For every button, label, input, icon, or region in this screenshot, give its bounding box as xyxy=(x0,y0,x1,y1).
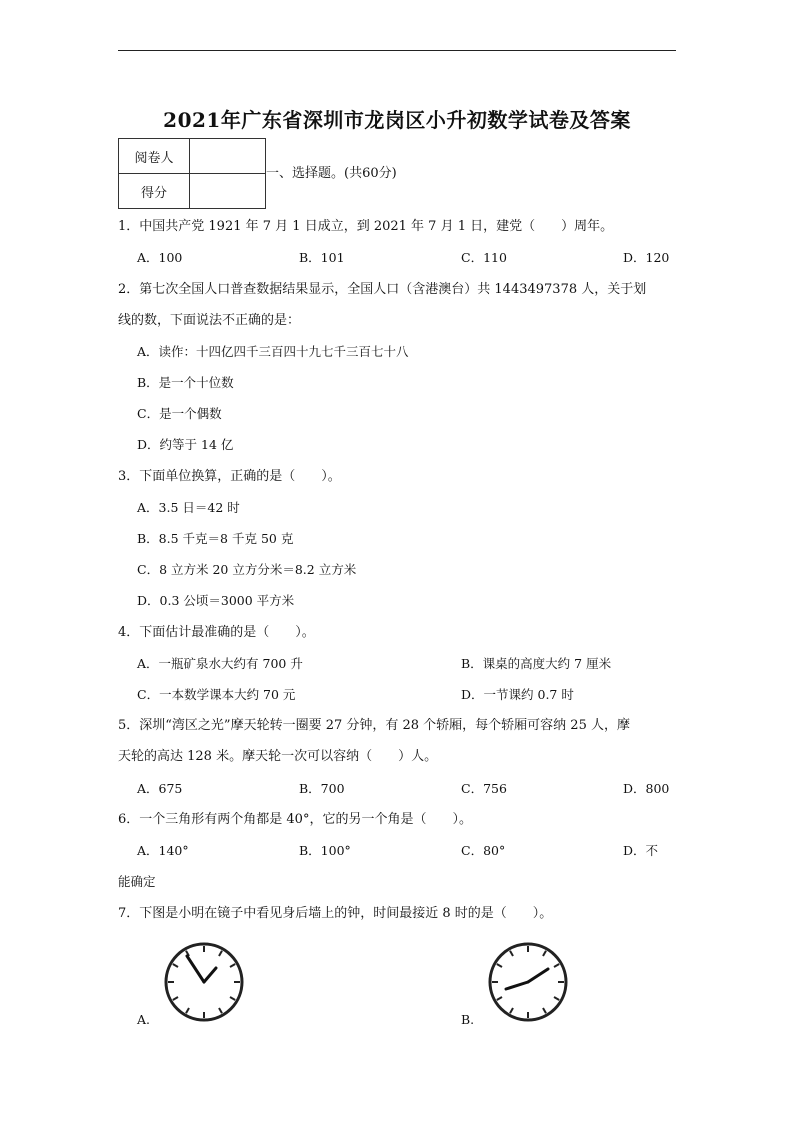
q6-option-a: A．140° xyxy=(137,843,189,858)
q1-option-a: A．100 xyxy=(137,250,183,265)
q7-option-b: B. xyxy=(461,1012,475,1027)
header-rule xyxy=(118,50,676,51)
q6-option-c: C．80° xyxy=(461,843,506,858)
question-5-stem-line2: 天轮的高达 128 米。摩天轮一次可以容纳（ ）人。 xyxy=(118,749,438,764)
q1-option-b: B．101 xyxy=(299,250,345,265)
q3-option-b: B．8.5 千克＝8 千克 50 克 xyxy=(137,531,294,546)
q6-option-d-continued: 能确定 xyxy=(118,874,156,889)
q6-option-d: D．不 xyxy=(623,843,659,858)
q5-option-a: A．675 xyxy=(137,781,183,796)
question-4-stem: 4．下面估计最准确的是（ ）。 xyxy=(118,625,315,640)
question-6-stem: 6．一个三角形有两个角都是 40°，它的另一个角是（ ）。 xyxy=(118,812,472,827)
clock-a-icon xyxy=(160,938,248,1026)
q4-option-c: C．一本数学课本大约 70 元 xyxy=(137,687,296,702)
question-1-stem: 1．中国共产党 1921 年 7 月 1 日成立，到 2021 年 7 月 1 日，建党（ ）周年。 xyxy=(118,219,614,234)
q4-option-b: B．课桌的高度大约 7 厘米 xyxy=(461,656,612,671)
question-5-stem-line1: 5．深圳“湾区之光”摩天轮转一圈要 27 分钟，有 28 个轿厢，每个轿厢可容纳 25 人，摩 xyxy=(118,718,630,733)
question-7-stem: 7．下图是小明在镜子中看见身后墙上的钟，时间最接近 8 时的是（ ）。 xyxy=(118,906,553,921)
q5-option-c: C．756 xyxy=(461,781,507,796)
score-table xyxy=(118,138,266,209)
q7-option-a: A. xyxy=(137,1012,151,1027)
question-3-stem: 3．下面单位换算，正确的是（ ）。 xyxy=(118,469,341,484)
q1-option-c: C．110 xyxy=(461,250,507,265)
q4-option-a: A．一瓶矿泉水大约有 700 升 xyxy=(137,656,303,671)
q5-option-b: B．700 xyxy=(299,781,345,796)
q3-option-c: C．8 立方米 20 立方分米＝8.2 立方米 xyxy=(137,562,357,577)
q3-option-a: A．3.5 日＝42 时 xyxy=(137,500,240,515)
question-2-stem-line1: 2．第七次全国人口普查数据结果显示，全国人口（含港澳台）共 1443497378 人，关于划 xyxy=(118,282,647,297)
score-label: 得分 xyxy=(119,174,190,209)
section-heading: 一、选择题。(共60分) xyxy=(266,166,397,181)
q1-option-d: D．120 xyxy=(623,250,670,265)
clock-b-icon xyxy=(484,938,572,1026)
question-2-stem-line2: 线的数，下面说法不正确的是： xyxy=(118,313,301,328)
q2-option-b: B．是一个十位数 xyxy=(137,375,234,390)
q2-option-a: A．读作：十四亿四千三百四十九七千三百七十八 xyxy=(137,344,409,359)
q4-option-d: D．一节课约 0.7 时 xyxy=(461,687,574,702)
q6-option-b: B．100° xyxy=(299,843,351,858)
q5-option-d: D．800 xyxy=(623,781,670,796)
reviewer-label: 阅卷人 xyxy=(119,139,190,174)
page-title: 2021年广东省深圳市龙岗区小升初数学试卷及答案 xyxy=(163,108,631,132)
q2-option-c: C．是一个偶数 xyxy=(137,406,222,421)
score-field xyxy=(190,174,266,209)
q2-option-d: D．约等于 14 亿 xyxy=(137,437,234,452)
reviewer-field xyxy=(190,139,266,174)
q3-option-d: D．0.3 公顷＝3000 平方米 xyxy=(137,593,295,608)
